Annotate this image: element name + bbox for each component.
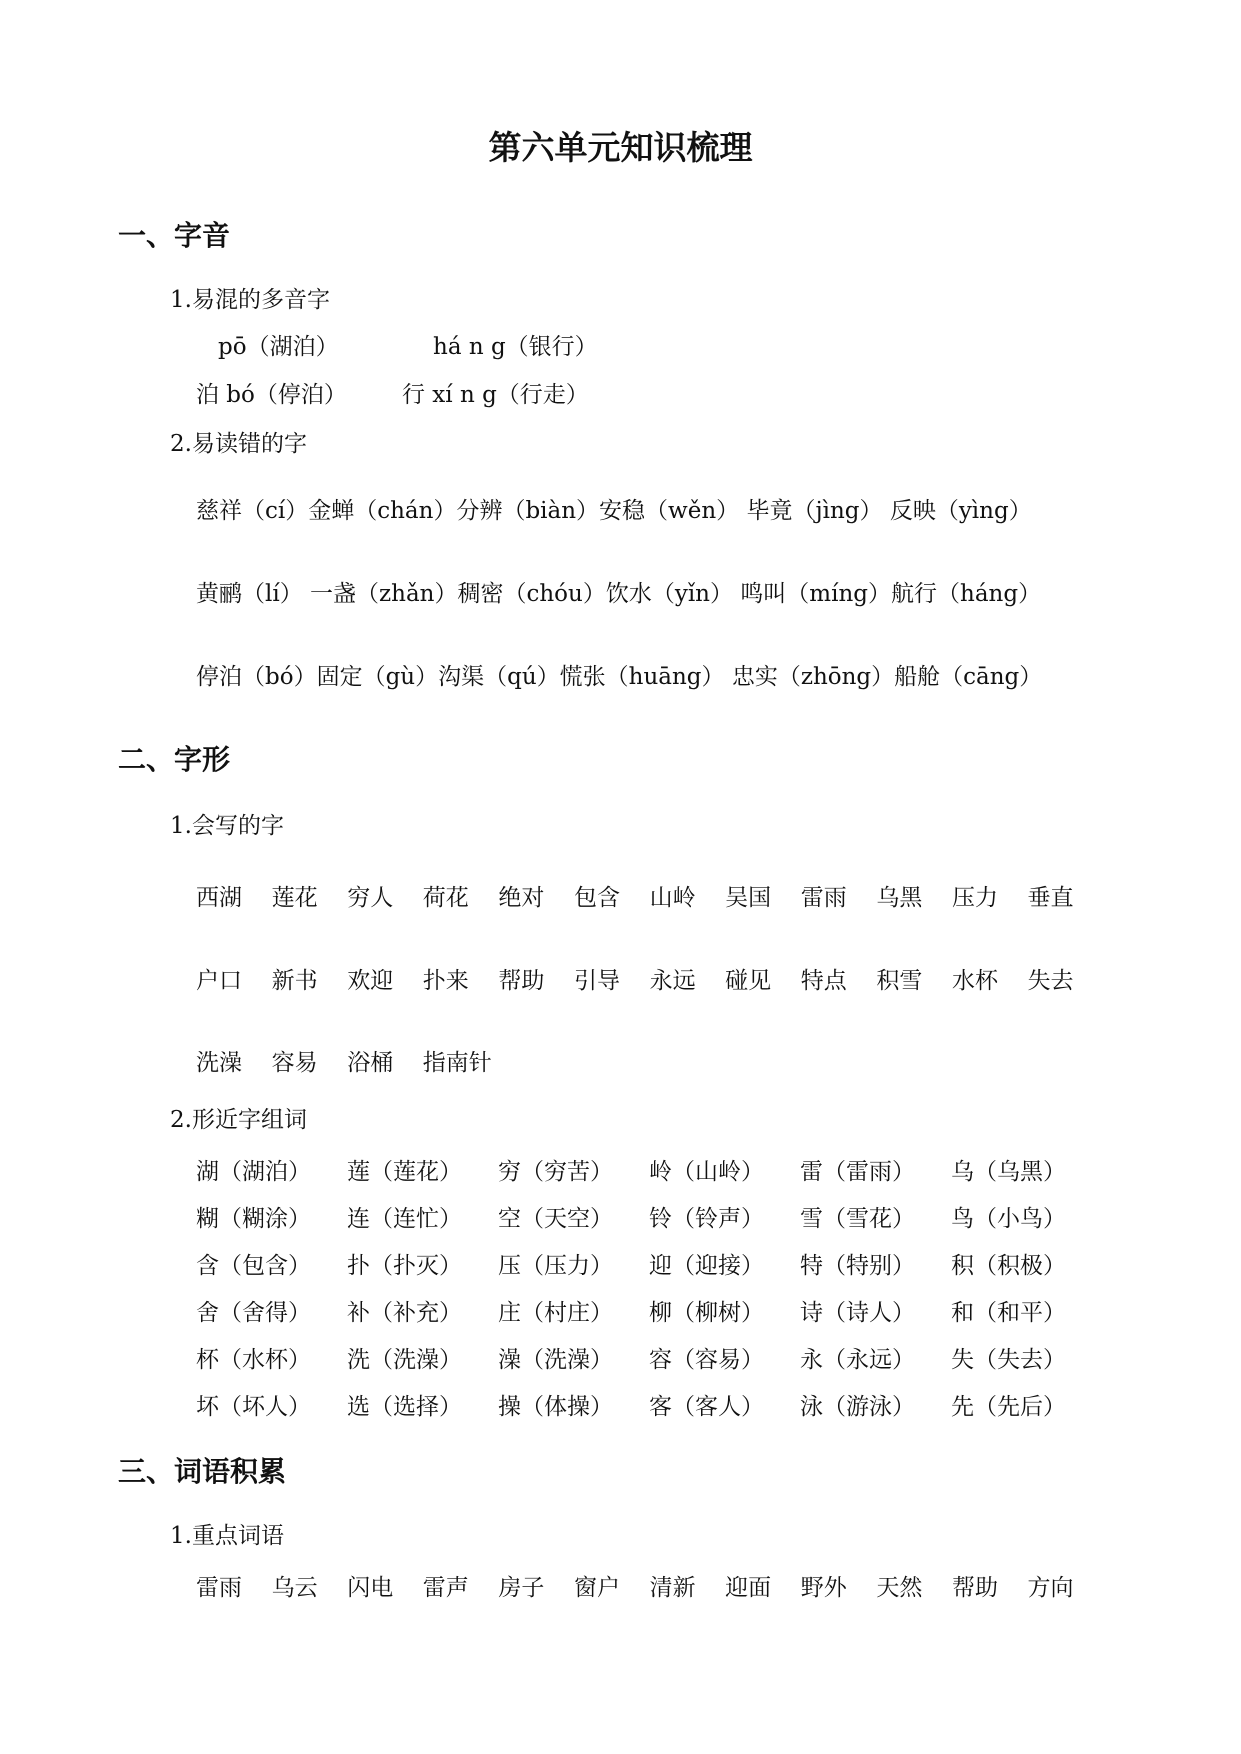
- keyword-item: 清新: [649, 1575, 696, 1601]
- word-item: 洗澡: [196, 1050, 242, 1076]
- word-item: 帮助: [498, 968, 545, 994]
- similar-item: 洗（洗澡）: [347, 1347, 462, 1373]
- similar-item: 操（体操）: [498, 1394, 613, 1420]
- word-item: 山岭: [649, 885, 696, 911]
- similar-item: 先（先后）: [951, 1394, 1066, 1420]
- word-item: 积雪: [876, 968, 923, 994]
- similar-item: 岭（山岭）: [649, 1159, 764, 1185]
- similar-row: [196, 1247, 1102, 1280]
- word-item: 碰见: [725, 968, 772, 994]
- word-item: 包含: [573, 885, 620, 911]
- similar-item: 柳（柳树）: [649, 1300, 764, 1326]
- keyword-item: 闪电: [347, 1575, 394, 1601]
- word-item: 引导: [573, 968, 620, 994]
- similar-item: 客（客人）: [649, 1394, 764, 1420]
- similar-item: 庄（村庄）: [498, 1300, 613, 1326]
- polyphone-reading: há n g（银行）: [433, 334, 598, 360]
- similar-item: 含（包含）: [196, 1253, 311, 1279]
- similar-item: 压（压力）: [498, 1253, 613, 1279]
- similar-item: 雷（雷雨）: [800, 1159, 915, 1185]
- section-heading-pronunciation: 一、字音: [118, 219, 231, 252]
- similar-item: 失（失去）: [951, 1347, 1066, 1373]
- section-heading-glyphs: 二、字形: [118, 743, 231, 776]
- word-item: 水杯: [951, 968, 998, 994]
- word-item: 浴桶: [347, 1050, 394, 1076]
- misread-line: 黄鹂（lí） 一盏（zhǎn）稠密（chóu）饮水（yǐn） 鸣叫（míng）航行（háng）: [196, 581, 1042, 607]
- word-item: 垂直: [1027, 885, 1074, 911]
- word-item: 压力: [951, 885, 998, 911]
- section-heading-vocabulary: 三、词语积累: [118, 1455, 287, 1488]
- similar-item: 迎（迎接）: [649, 1253, 764, 1279]
- subsection-label-polyphones: 1.易混的多音字: [170, 287, 330, 313]
- similar-item: 和（和平）: [951, 1300, 1066, 1326]
- word-item: 乌黑: [876, 885, 923, 911]
- keyword-item: 雷雨: [196, 1575, 242, 1601]
- page-title: 第六单元知识梳理: [488, 128, 753, 167]
- similar-item: 特（特别）: [800, 1253, 915, 1279]
- keyword-item: 乌云: [271, 1575, 318, 1601]
- misread-line: 停泊（bó）固定（gù）沟渠（qú）慌张（huāng） 忠实（zhōng）船舱（cāng）: [196, 664, 1043, 690]
- polyphone-reading: pō（湖泊）: [218, 334, 339, 360]
- similar-item: 杯（水杯）: [196, 1347, 311, 1373]
- similar-item: 穷（穷苦）: [498, 1159, 613, 1185]
- keyword-item: 帮助: [951, 1575, 998, 1601]
- similar-item: 扑（扑灭）: [347, 1253, 462, 1279]
- word-item: 欢迎: [347, 968, 394, 994]
- word-item: 容易: [271, 1050, 318, 1076]
- word-item: 荷花: [422, 885, 469, 911]
- similar-item: 永（永远）: [800, 1347, 915, 1373]
- similar-item: 泳（游泳）: [800, 1394, 915, 1420]
- similar-item: 湖（湖泊）: [196, 1159, 311, 1185]
- similar-row: [196, 1200, 1102, 1233]
- similar-item: 容（容易）: [649, 1347, 764, 1373]
- similar-item: 乌（乌黑）: [951, 1159, 1066, 1185]
- similar-item: 补（补充）: [347, 1300, 462, 1326]
- subsection-label-misread: 2.易读错的字: [170, 431, 307, 457]
- similar-item: 铃（铃声）: [649, 1206, 764, 1232]
- similar-item: 雪（雪花）: [800, 1206, 915, 1232]
- word-item: 扑来: [422, 968, 469, 994]
- similar-item: 澡（洗澡）: [498, 1347, 613, 1373]
- similar-item: 连（连忙）: [347, 1206, 462, 1232]
- word-item: 特点: [800, 968, 847, 994]
- word-item: 新书: [271, 968, 318, 994]
- keyword-item: 方向: [1027, 1575, 1074, 1601]
- polyphone-reading: 泊 bó（停泊）: [196, 382, 347, 408]
- word-item: 户口: [196, 968, 242, 994]
- keyword-item: 迎面: [725, 1575, 772, 1601]
- similar-item: 舍（舍得）: [196, 1300, 311, 1326]
- keyword-item: 雷声: [422, 1575, 469, 1601]
- misread-line: 慈祥（cí）金蝉（chán）分辨（biàn）安稳（wěn） 毕竟（jìng） 反映（yìng）: [196, 498, 1032, 524]
- similar-row: [196, 1153, 1102, 1186]
- similar-item: 坏（坏人）: [196, 1394, 311, 1420]
- similar-row: [196, 1388, 1102, 1421]
- similar-item: 积（积极）: [951, 1253, 1066, 1279]
- similar-item: 空（天空）: [498, 1206, 613, 1232]
- keyword-row: [196, 1569, 1103, 1602]
- similar-item: 诗（诗人）: [800, 1300, 915, 1326]
- keyword-item: 窗户: [573, 1575, 620, 1601]
- similar-item: 莲（莲花）: [347, 1159, 462, 1185]
- similar-row: [196, 1341, 1102, 1374]
- keyword-item: 房子: [498, 1575, 545, 1601]
- word-item: 绝对: [498, 885, 545, 911]
- word-item: 吴国: [725, 885, 772, 911]
- word-item: 穷人: [347, 885, 394, 911]
- word-item: 雷雨: [800, 885, 847, 911]
- word-row: [196, 962, 1103, 995]
- keyword-item: 天然: [876, 1575, 923, 1601]
- subsection-label-keywords: 1.重点词语: [170, 1523, 284, 1549]
- word-row: [196, 879, 1103, 912]
- polyphone-reading: 行 xí n g（行走）: [402, 382, 589, 408]
- subsection-label-write: 1.会写的字: [170, 813, 284, 839]
- similar-item: 鸟（小鸟）: [951, 1206, 1066, 1232]
- keyword-item: 野外: [800, 1575, 847, 1601]
- subsection-label-similar: 2.形近字组词: [170, 1107, 307, 1133]
- word-row: [196, 1044, 533, 1077]
- word-item: 指南针: [422, 1050, 492, 1076]
- similar-item: 选（选择）: [347, 1394, 462, 1420]
- word-item: 失去: [1027, 968, 1074, 994]
- similar-row: [196, 1294, 1102, 1327]
- word-item: 莲花: [271, 885, 318, 911]
- similar-item: 糊（糊涂）: [196, 1206, 311, 1232]
- word-item: 西湖: [196, 885, 242, 911]
- word-item: 永远: [649, 968, 696, 994]
